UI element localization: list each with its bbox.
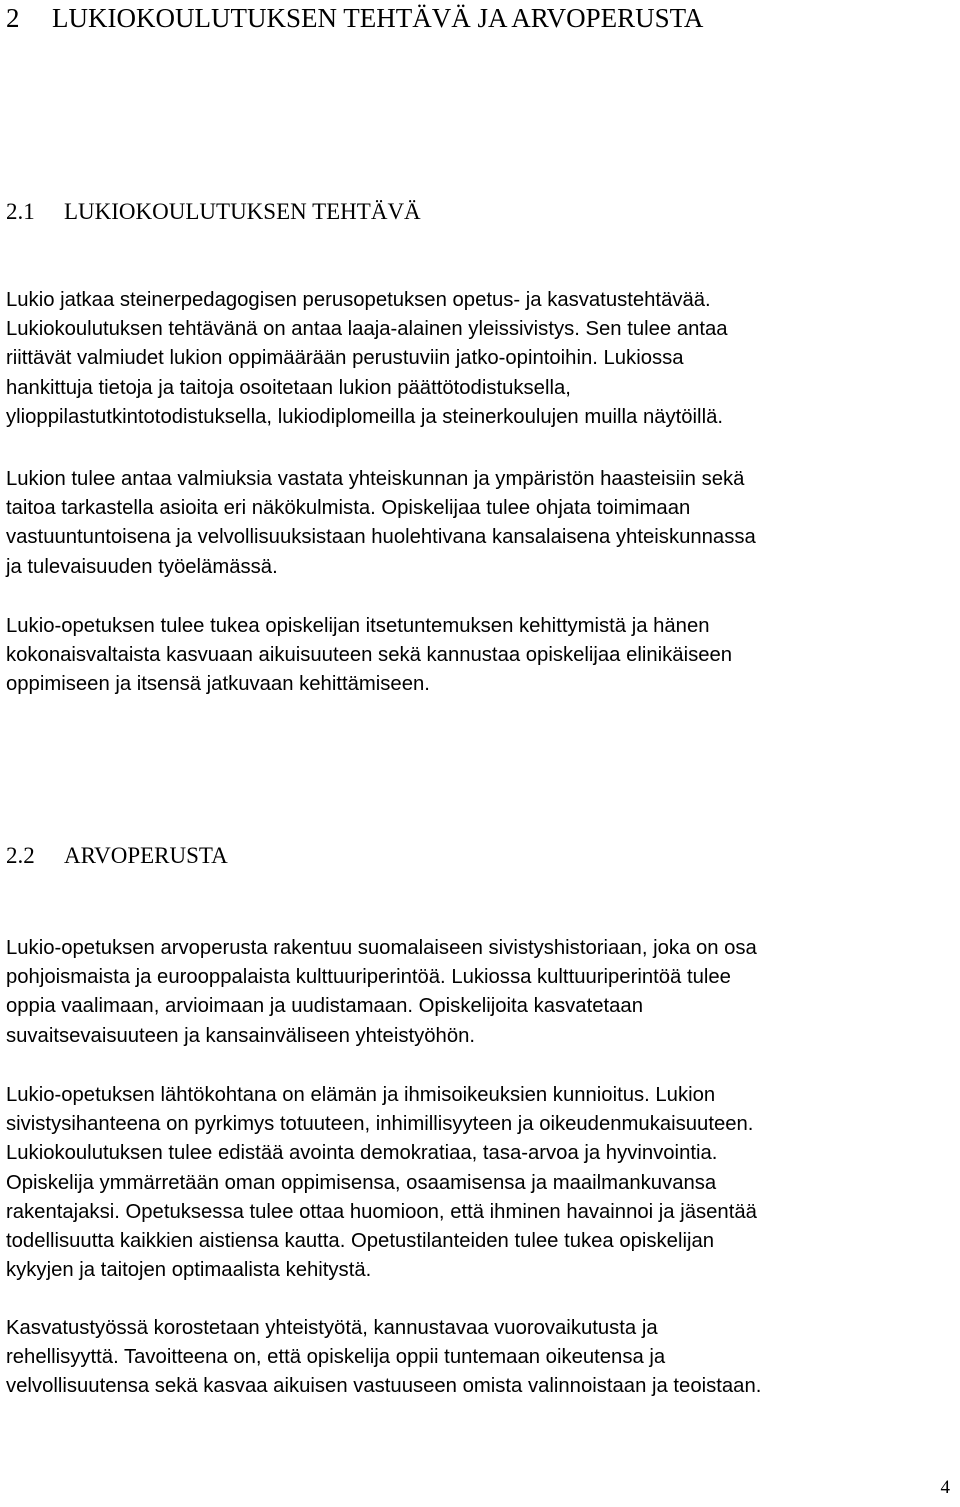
text-line: Kasvatustyössä korostetaan yhteistyötä, kannustavaa vuorovaikutusta ja xyxy=(6,1317,658,1339)
page-number: 4 xyxy=(940,1477,950,1498)
text-line: riittävät valmiudet lukion oppimäärään perustuviin jatko-opintoihin. Lukiossa xyxy=(6,347,684,370)
text-line: oppimiseen ja itsensä jatkuvaan kehittämiseen. xyxy=(6,673,430,696)
section-heading-2-1 xyxy=(6,198,421,226)
text-line: rakentajaksi. Opetuksessa tulee ottaa huomioon, että ihminen havainnoi ja jäsentää xyxy=(6,1200,757,1223)
section-heading-2-2 xyxy=(6,842,228,870)
paragraph xyxy=(6,1081,757,1285)
text-line: vastuuntuntoisena ja velvollisuuksistaan huolehtivana kansalaisena yhteiskunnassa xyxy=(6,526,756,549)
text-line: Lukiokoulutuksen tehtävänä on antaa laaja-alainen yleissivistys. Sen tulee antaa xyxy=(6,318,728,341)
text-line: pohjoismaista ja eurooppalaista kulttuuriperintöä. Lukiossa kulttuuriperintöä tulee xyxy=(6,966,731,989)
section-title: ARVOPERUSTA xyxy=(64,843,228,868)
text-line: velvollisuutensa sekä kasvaa aikuisen vastuuseen omista valinnoistaan ja teoistaan. xyxy=(6,1375,762,1398)
text-line: Lukion tulee antaa valmiuksia vastata yhteiskunnan ja ympäristön haasteisiin sekä xyxy=(6,468,745,490)
text-line: Lukio-opetuksen arvoperusta rakentuu suomalaiseen sivistyshistoriaan, joka on osa xyxy=(6,937,757,959)
section-number: 2.1 xyxy=(6,199,35,224)
text-line: ylioppilastutkintotodistuksella, lukiodiplomeilla ja steinerkoulujen muilla näytöillä. xyxy=(6,405,723,428)
text-line: ja tulevaisuuden työelämässä. xyxy=(6,555,278,578)
text-line: Opiskelija ymmärretään oman oppimisensa, osaamisensa ja maailmankuvansa xyxy=(6,1171,717,1194)
text-line: oppia vaalimaan, arvioimaan ja uudistamaan. Opiskelijoita kasvatetaan xyxy=(6,995,643,1018)
paragraph xyxy=(6,612,732,700)
text-line: rehellisyyttä. Tavoitteena on, että opiskelija oppii tuntemaan oikeutensa ja xyxy=(6,1346,666,1369)
chapter-title: LUKIOKOULUTUKSEN TEHTÄVÄ JA ARVOPERUSTA xyxy=(52,3,704,33)
text-line: kokonaisvaltaista kasvuaan aikuisuuteen sekä kannustaa opiskelijaa elinikäiseen xyxy=(6,644,733,667)
text-line: Lukio-opetuksen tulee tukea opiskelijan itsetuntemuksen kehittymistä ja hänen xyxy=(6,615,710,637)
text-line: todellisuutta kaikkien aistiensa kautta. Opetustilanteiden tulee tukea opiskelijan xyxy=(6,1230,715,1253)
section-number: 2.2 xyxy=(6,843,35,868)
text-line: Lukio-opetuksen lähtökohtana on elämän ja ihmisoikeuksien kunnioitus. Lukion xyxy=(6,1084,716,1106)
text-line: kykyjen ja taitojen optimaalista kehitystä. xyxy=(6,1259,372,1282)
paragraph xyxy=(6,465,756,582)
paragraph xyxy=(6,1314,761,1402)
chapter-heading xyxy=(6,2,703,34)
text-line: suvaitsevaisuuteen ja kansainväliseen yhteistyöhön. xyxy=(6,1024,476,1047)
text-line: taitoa tarkastella asioita eri näkökulmista. Opiskelijaa tulee ohjata toimimaan xyxy=(6,497,691,520)
text-line: hankittuja tietoja ja taitoja osoitetaan lukion päättötodistuksella, xyxy=(6,376,571,399)
text-line: Lukiokoulutuksen tulee edistää avointa demokratiaa, tasa-arvoa ja hyvinvointia. xyxy=(6,1142,718,1165)
chapter-number: 2 xyxy=(6,3,20,33)
paragraph xyxy=(6,286,728,432)
text-line: Lukio jatkaa steinerpedagogisen perusopetuksen opetus- ja kasvatustehtävää. xyxy=(6,289,711,311)
text-line: sivistysihanteena on pyrkimys totuuteen, inhimillisyyteen ja oikeudenmukaisuuteen. xyxy=(6,1113,754,1136)
paragraph xyxy=(6,934,757,1051)
section-title: LUKIOKOULUTUKSEN TEHTÄVÄ xyxy=(64,199,421,224)
